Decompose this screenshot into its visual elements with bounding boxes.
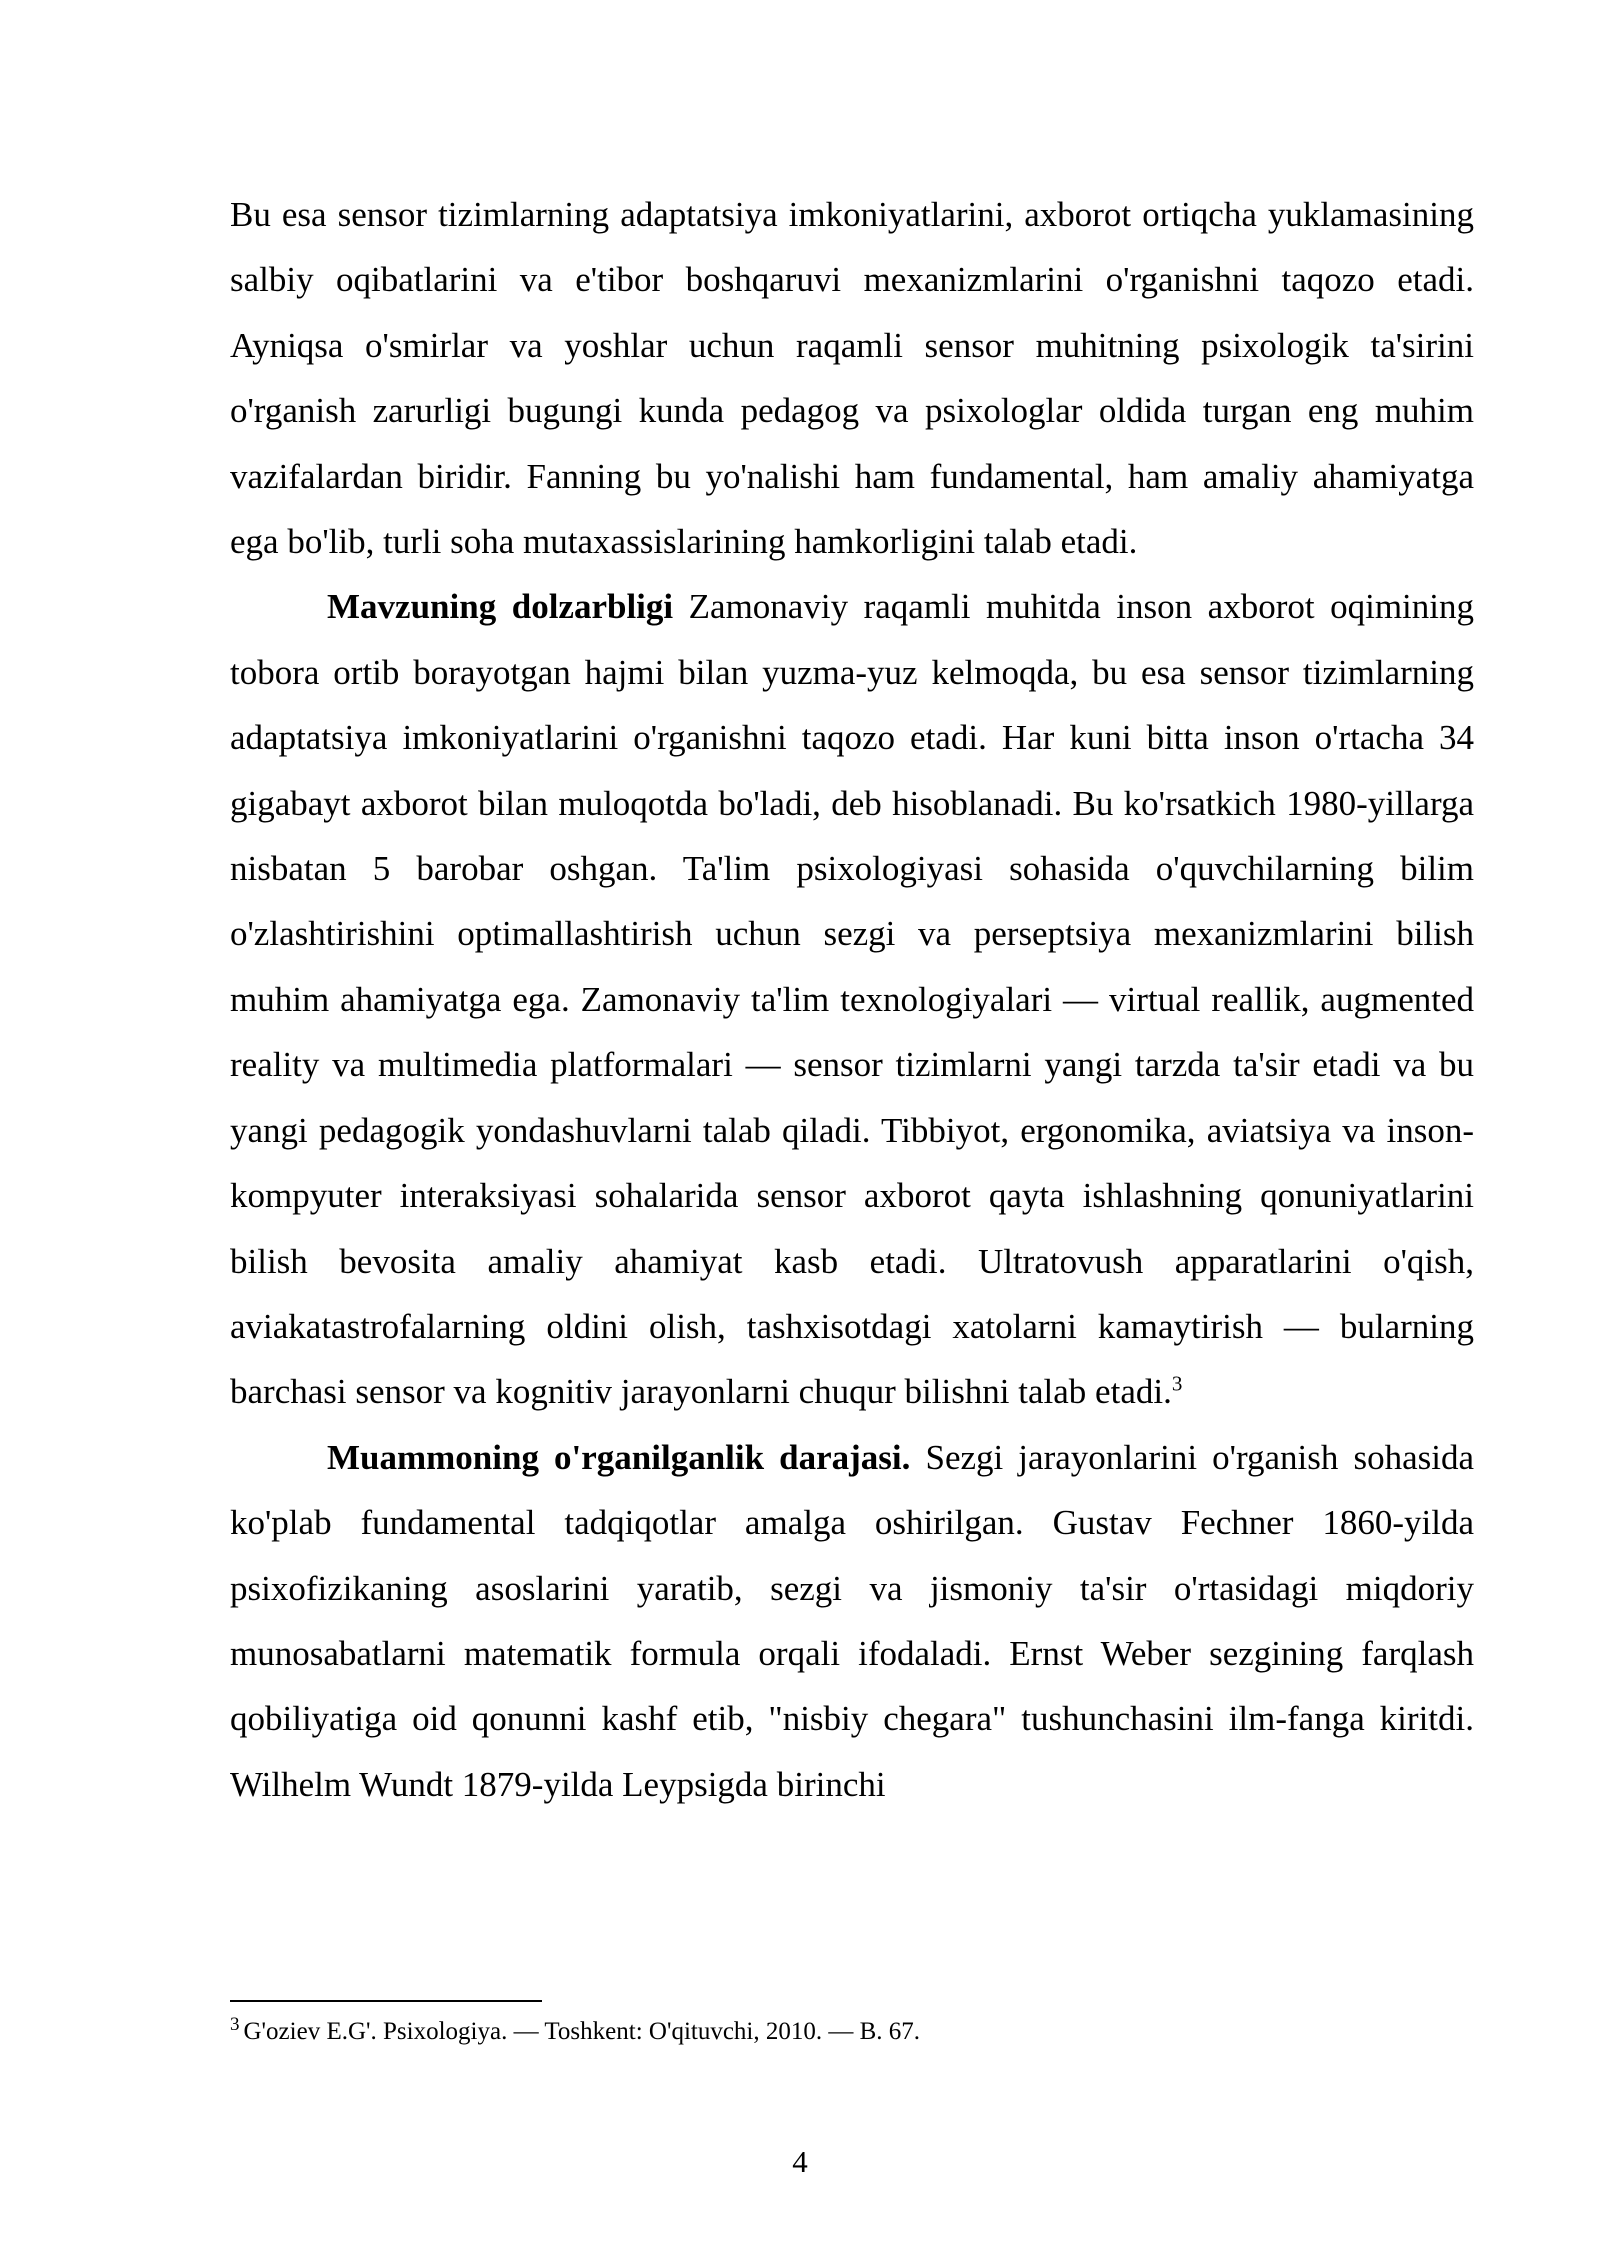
body-text <box>230 182 1474 1817</box>
footnote-reference[interactable]: 3 <box>1171 1371 1183 1396</box>
paragraph-relevance-text: Zamonaviy raqamli muhitda inson axborot oqimining tobora ortib borayotgan hajmi bilan yuzma-yuz kelmoqda, bu esa sensor tizimlarning adaptatsiya imkoniyatlarini o'rganishni taqozo etadi. Har kuni bitta inson o'rtacha 34 gigabayt axborot bilan muloqotda bo'ladi, deb hisoblanadi. Bu ko'rsatkich 1980-yillarga nisbatan 5 barobar oshgan. Ta'lim psixologiyasi sohasida o'quvchilarning bilim o'zlashtirishini optimallashtirish uchun sezgi va perseptsiya mexanizmlarini bilish muhim ahamiyatga ega. Zamonaviy ta'lim texnologiyalari — virtual reallik, augmented reality va multimedia platformalari — sensor tizimlarni yangi tarzda ta'sir etadi va bu yangi pedagogik yondashuvlarni talab qiladi. Tibbiyot, ergonomika, aviatsiya va inson-kompyuter interaksiyasi sohalarida sensor axborot qayta ishlashning qonuniyatlarini bilish bevosita amaliy ahamiyat kasb etadi. Ultratovush apparatlarini o'qish, aviakatastrofalarning oldini olish, tashxisotdagi xatolarni kamaytirish — bularning barchasi sensor va kognitiv jarayonlarni chuqur bilishni talab etadi. <box>230 587 1475 1412</box>
heading-study-level: Muammoning o'rganilganlik darajasi. <box>327 1437 911 1477</box>
paragraph-study-level-text: Sezgi jarayonlarini o'rganish sohasida ko'plab fundamental tadqiqotlar amalga oshirilgan. Gustav Fechner 1860-yilda psixofizikaning asoslarini yaratib, sezgi va jismoniy ta'sir o'rtasidagi miqdoriy munosabatlarni matematik formula orqali ifodaladi. Ernst Weber sezgining farqlash qobiliyatiga oid qonunni kashf etib, "nisbiy chegara" tushunchasini ilm-fanga kiritdi. Wilhelm Wundt 1879-yilda Leypsigda birinchi <box>230 1437 1474 1804</box>
footnote <box>230 2012 1474 2052</box>
footnote-divider <box>230 2000 542 2002</box>
paragraph-study-level <box>230 1425 1474 1817</box>
page-number: 4 <box>792 2144 808 2179</box>
paragraph-relevance <box>230 574 1474 1424</box>
paragraph-1-text: Bu esa sensor tizimlarning adaptatsiya imkoniyatlarini, axborot ortiqcha yuklamasining salbiy oqibatlarini va e'tibor boshqaruvi mexanizmlarini o'rganishni taqozo etadi. Ayniqsa o'smirlar va yoshlar uchun raqamli sensor muhitning psixologik ta'sirini o'rganish zarurligi bugungi kunda pedagog va psixologlar oldida turgan eng muhim vazifalardan biridir. Fanning bu yo'nalishi ham fundamental, ham amaliy ahamiyatga ega bo'lib, turli soha mutaxassislarining hamkorligini talab etadi. <box>230 195 1474 562</box>
footnote-text: G'oziev E.G'. Psixologiya. — Toshkent: O'qituvchi, 2010. — B. 67. <box>243 2018 921 2045</box>
heading-relevance: Mavzuning dolzarbligi <box>327 587 674 627</box>
paragraph-1 <box>230 182 1474 574</box>
footnote-mark: 3 <box>230 2013 240 2035</box>
